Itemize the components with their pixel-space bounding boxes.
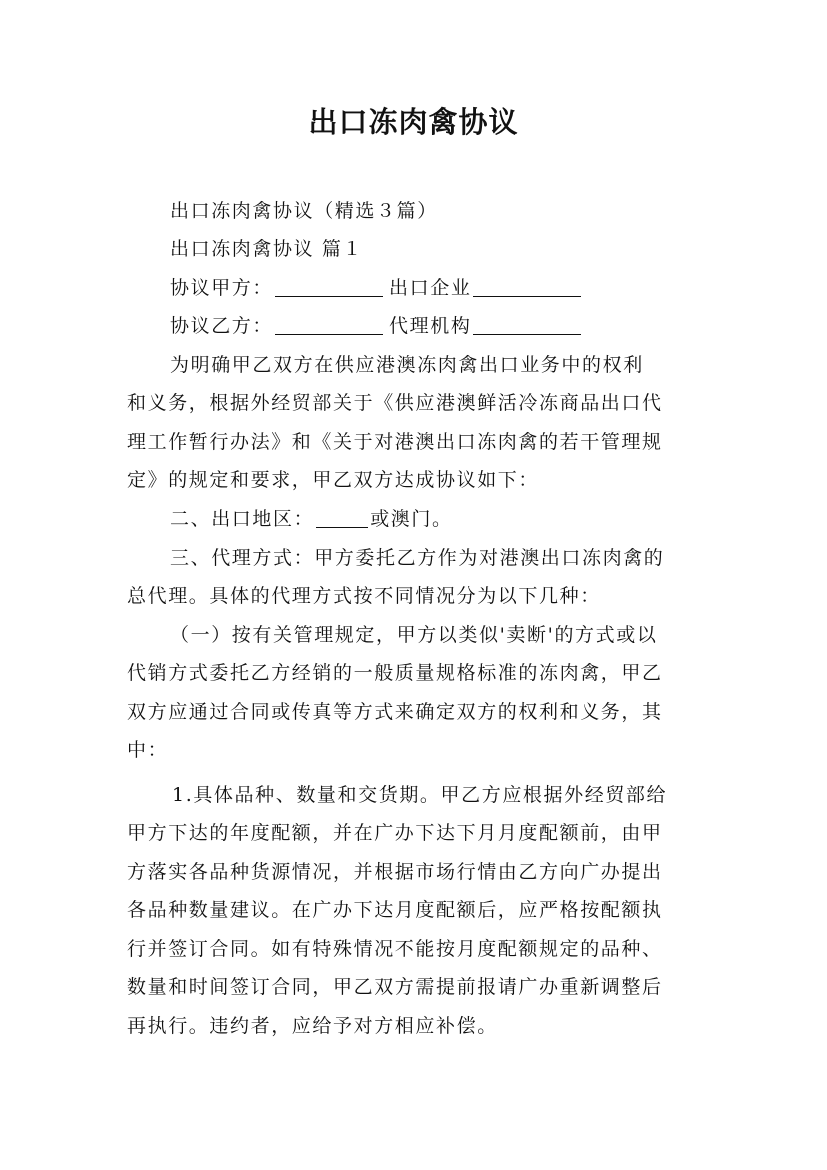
- region-blank: [316, 507, 368, 528]
- para4-line: 中：: [127, 739, 169, 761]
- para3-line: 总代理。具体的代理方式按不同情况分为以下几种：: [127, 585, 601, 607]
- para4-line: 双方应通过合同或传真等方式来确定双方的权利和义务，其: [127, 701, 663, 723]
- party-a-role-blank: [473, 276, 581, 297]
- para3-line: 三、代理方式：甲方委托乙方作为对港澳出口冻肉禽的: [170, 547, 665, 569]
- para5-line: 各品种数量建议。在广办下达月度配额后，应严格按配额执: [127, 899, 663, 921]
- document-title: 出口冻肉禽协议: [308, 105, 519, 139]
- para1-line: 为明确甲乙双方在供应港澳冻肉禽出口业务中的权利: [170, 354, 644, 376]
- subtitle: 出口冻肉禽协议（精选３篇）: [170, 200, 438, 222]
- party-b-line: [170, 311, 750, 341]
- para2-prefix: 二、出口地区：: [170, 508, 315, 530]
- part-title: 出口冻肉禽协议 篇１: [170, 238, 364, 260]
- party-b-label: 协议乙方：: [170, 315, 274, 337]
- para5-line: 再执行。违约者，应给予对方相应补偿。: [127, 1015, 498, 1037]
- para5-line: 行并签订合同。如有特殊情况不能按月度配额规定的品种、: [127, 938, 663, 960]
- para1-line: 定》的规定和要求，甲乙双方达成协议如下：: [127, 469, 540, 491]
- party-a-label: 协议甲方：: [170, 277, 274, 299]
- party-a-blank: [275, 276, 383, 297]
- para4-line: 代销方式委托乙方经销的一般质量规格标准的冻肉禽，甲乙: [127, 662, 663, 684]
- para5-line: 方落实各品种货源情况，并根据市场行情由乙方向广办提出: [127, 861, 663, 883]
- party-b-blank: [275, 314, 383, 335]
- party-a-role: 出口企业: [389, 277, 472, 299]
- para5-line: 甲方下达的年度配额，并在广办下达下月月度配额前，由甲: [127, 822, 663, 844]
- para1-line: 和义务，根据外经贸部关于《供应港澳鲜活冷冻商品出口代: [127, 392, 663, 414]
- para2-suffix: 或澳门。: [370, 508, 453, 530]
- para1-line: 理工作暂行办法》和《关于对港澳出口冻肉禽的若干管理规: [127, 431, 663, 453]
- para5-line: 1.具体品种、数量和交货期。甲乙方应根据外经贸部给: [172, 784, 668, 806]
- party-a-line: [170, 273, 750, 303]
- para2-line: [170, 504, 750, 534]
- para4-line: （一）按有关管理规定，甲方以类似'卖断'的方式或以: [170, 624, 658, 646]
- para5-line: 数量和时间签订合同，甲乙双方需提前报请广办重新调整后: [127, 976, 663, 998]
- party-b-role: 代理机构: [389, 315, 472, 337]
- party-b-role-blank: [473, 314, 581, 335]
